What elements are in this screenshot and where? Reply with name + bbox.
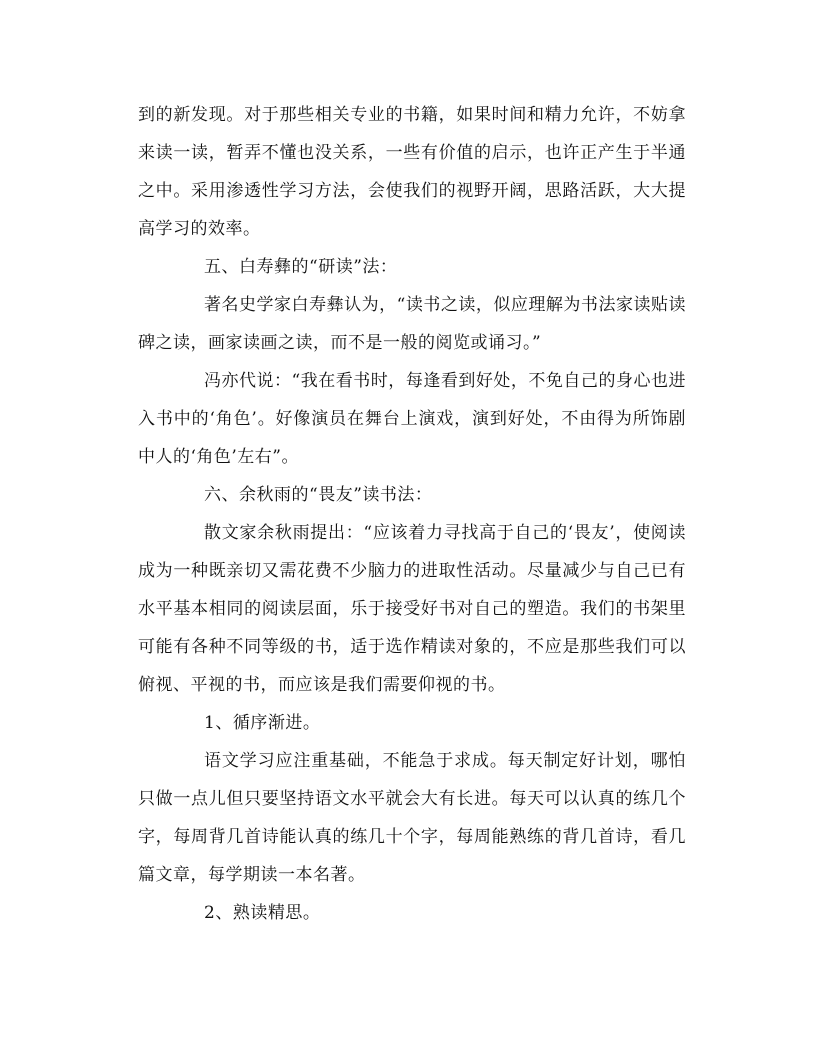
heading-item-one: 1、循序渐进。 <box>204 713 321 733</box>
document-body <box>138 96 686 932</box>
paragraph-continuation: 到的新发现。对于那些相关专业的书籍，如果时间和精力允许，不妨拿来读一读，暂弄不懂也没关系，一些有价值的启示，也许正产生于半通之中。采用渗透性学习方法，会使我们的视野开阔，思路活跃，大大提高学习的效率。 <box>138 105 686 239</box>
heading-item-two: 2、熟读精思。 <box>204 903 321 923</box>
paragraph-chinese-study: 语文学习应注重基础，不能急于求成。每天制定好计划，哪怕只做一点儿但只要坚持语文水平就会大有长进。每天可以认真的练几个字，每周背几首诗能认真的练几十个字，每周能熟练的背几首诗，看几篇文章，每学期读一本名著。 <box>138 751 686 885</box>
paragraph-feng-yidai: 冯亦代说：“我在看书时，每逢看到好处，不免自己的身心也进入书中的‘角色’。好像演员在舞台上演戏，演到好处，不由得为所饰剧中人的‘角色’左右”。 <box>138 371 686 467</box>
heading-section-six: 六、余秋雨的“畏友”读书法： <box>204 485 433 505</box>
heading-section-five: 五、白寿彝的“研读”法： <box>204 257 398 277</box>
paragraph-bai-shouyi: 著名史学家白寿彝认为，“读书之读，似应理解为书法家读贴读碑之读，画家读画之读，而不是一般的阅览或诵习。” <box>138 295 686 353</box>
paragraph-yu-qiuyu: 散文家余秋雨提出：“应该着力寻找高于自己的‘畏友’，使阅读成为一种既亲切又需花费不少脑力的进取性活动。尽量减少与自己已有水平基本相同的阅读层面，乐于接受好书对自己的塑造。我们的书架里可能有各种不同等级的书，适于选作精读对象的，不应是那些我们可以俯视、平视的书，而应该是我们需要仰视的书。 <box>138 523 686 695</box>
